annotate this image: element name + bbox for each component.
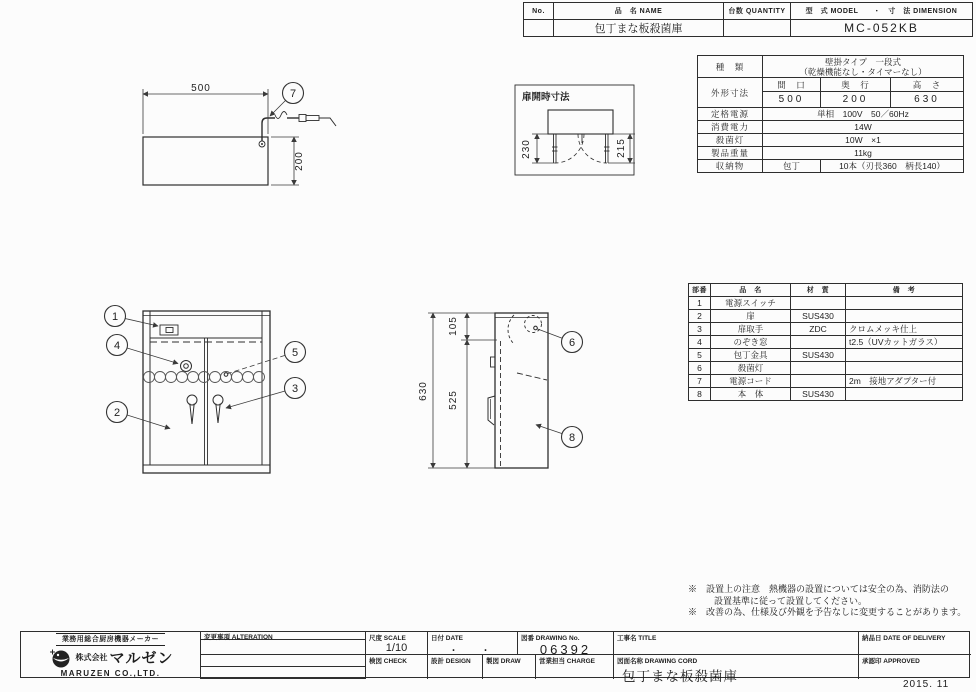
note-line: 設置基準に従って設置してください。 — [714, 595, 868, 606]
part-name: 本 体 — [711, 387, 791, 400]
spec-consumption-label: 消費電力 — [698, 121, 763, 134]
spec-type-line2: （乾燥機能なし・タイマーなし） — [799, 66, 927, 77]
top-view — [143, 112, 336, 186]
drawing-no-cell — [518, 632, 614, 655]
side-view — [488, 313, 548, 468]
header-model-label: 型 式 MODEL ・ 寸 法 DIMENSION — [791, 3, 973, 20]
door-handles — [187, 395, 223, 424]
spec-storage-label: 収納物 — [698, 160, 763, 173]
note-line: ※ 設置上の注意 熱機器の設置については安全の為、消防法の — [688, 584, 949, 594]
approved-cell — [859, 655, 971, 679]
company-logo-cell — [21, 632, 201, 679]
drawing-name-value: 包丁まな板殺菌庫 — [622, 669, 738, 684]
dim-230: 230 — [521, 139, 532, 159]
note-line: ※ 改善の為、仕様及び外観を予告なしに変更することがあります。 — [688, 607, 967, 617]
drawing-no-value: 06392 — [539, 642, 592, 657]
part-name: 扉 — [711, 309, 791, 322]
company-prefix: 株式会社 — [75, 653, 108, 662]
balloon-2 — [107, 402, 171, 429]
approved-label: 承認印 APPROVED — [862, 658, 920, 665]
alteration-row — [201, 640, 366, 655]
installation-notes — [688, 584, 970, 619]
project-title-cell — [614, 632, 859, 655]
scale-value: 1/10 — [385, 642, 408, 654]
spec-power-label: 定格電源 — [698, 108, 763, 121]
draw-cell — [483, 655, 536, 679]
header-no-label: No. — [524, 3, 554, 20]
spec-depth-label: 奥 行 — [821, 78, 891, 92]
header-qty-value — [724, 20, 791, 37]
table-row — [689, 309, 963, 322]
dim-200: 200 — [294, 151, 305, 171]
part-no: 7 — [689, 374, 711, 387]
header-table — [523, 2, 973, 37]
check-label: 検図 CHECK — [369, 658, 407, 665]
svg-text:1: 1 — [111, 310, 119, 323]
date-cell — [428, 632, 518, 655]
spec-height-value: 630 — [891, 92, 964, 108]
part-note: クロムメッキ仕上 — [846, 322, 963, 335]
draw-label: 製図 DRAW — [486, 658, 521, 665]
table-row — [689, 296, 963, 309]
maker-tagline: 業務用総合厨房機器メーカー — [56, 633, 165, 646]
door-open-inset — [515, 85, 634, 175]
company-name: マルゼン — [109, 650, 174, 667]
design-label: 設計 DESIGN — [431, 658, 471, 665]
door-hinge — [491, 357, 496, 367]
header-name-label: 品 名 NAME — [554, 3, 724, 20]
top-view-dimensions — [143, 83, 305, 185]
model-value: MC-052KB — [791, 20, 973, 37]
spec-type-label: 種 類 — [698, 56, 763, 78]
part-material — [791, 374, 846, 387]
door-open-dimensions — [521, 134, 635, 163]
part-note — [846, 387, 963, 400]
balloon-6 — [534, 326, 583, 352]
spec-weight-label: 製品重量 — [698, 147, 763, 160]
balloon-7 — [270, 83, 304, 117]
spec-width-label: 間 口 — [763, 78, 821, 92]
spec-table — [697, 55, 964, 173]
spec-lamp-label: 殺菌灯 — [698, 134, 763, 147]
part-name: 電源スイッチ — [711, 296, 791, 309]
spec-weight-value: 11kg — [763, 147, 964, 160]
svg-text:6: 6 — [568, 336, 576, 349]
side-view-dimensions — [418, 313, 497, 468]
part-material: SUS430 — [791, 348, 846, 361]
alteration-row — [201, 667, 366, 679]
issue-date: 2015. 11 — [903, 679, 950, 690]
svg-text:8: 8 — [568, 431, 576, 444]
spec-lamp-value: 10W ×1 — [763, 134, 964, 147]
svg-text:5: 5 — [291, 346, 299, 359]
drawing-name-label: 図面名称 DRAWING CORD — [617, 658, 698, 665]
table-row — [689, 361, 963, 374]
part-material: SUS430 — [791, 387, 846, 400]
check-cell — [366, 655, 428, 679]
dim-630: 630 — [418, 381, 429, 401]
part-no: 4 — [689, 335, 711, 348]
balloon-4 — [107, 335, 179, 364]
project-title-label: 工事名 TITLE — [617, 635, 657, 642]
table-row — [689, 387, 963, 400]
balloon-8 — [536, 425, 583, 448]
spec-width-value: 500 — [763, 92, 821, 108]
knife-holder-chain — [144, 372, 265, 383]
part-name: 殺菌灯 — [711, 361, 791, 374]
part-note: 2m 接地アダプター付 — [846, 374, 963, 387]
date-value: ・ ・ — [448, 646, 497, 657]
delivery-date-cell — [859, 632, 971, 655]
dim-525: 525 — [448, 390, 459, 410]
table-row — [689, 322, 963, 335]
svg-text:4: 4 — [113, 339, 121, 352]
table-row — [689, 335, 963, 348]
spec-height-label: 高 さ — [891, 78, 964, 92]
svg-text:7: 7 — [289, 87, 297, 100]
part-note — [846, 348, 963, 361]
part-material — [791, 296, 846, 309]
spec-storage-value: 10本（刃長360 柄長140） — [821, 160, 964, 173]
uv-lamp — [525, 316, 542, 333]
drawing-name-cell — [614, 655, 859, 684]
part-name: 電源コード — [711, 374, 791, 387]
product-name-value: 包丁まな板殺菌庫 — [554, 20, 724, 37]
design-cell — [428, 655, 483, 679]
parts-no-label: 部番 — [689, 284, 711, 297]
parts-note-label: 備 考 — [846, 284, 963, 297]
drawing-no-label: 図番 DRAWING No. — [521, 635, 580, 642]
svg-text:3: 3 — [291, 382, 299, 395]
spec-consumption-value: 14W — [763, 121, 964, 134]
header-no-value — [524, 20, 554, 37]
header-qty-label: 台数 QUANTITY — [724, 3, 791, 20]
door-open-title: 扉開時寸法 — [522, 92, 570, 103]
part-no: 5 — [689, 348, 711, 361]
part-note — [846, 309, 963, 322]
power-switch — [160, 325, 178, 335]
company-name-en: MARUZEN CO.,LTD. — [60, 669, 161, 678]
spec-dims-label: 外形寸法 — [698, 78, 763, 108]
balloon-5 — [224, 342, 305, 377]
company-logo-row — [47, 647, 173, 668]
charge-cell — [536, 655, 614, 679]
part-material: SUS430 — [791, 309, 846, 322]
part-material — [791, 335, 846, 348]
alteration-label: 変更事項 ALTERATION — [204, 634, 273, 641]
parts-table — [688, 283, 963, 401]
table-row — [689, 348, 963, 361]
part-name: 扉取手 — [711, 322, 791, 335]
parts-name-label: 品 名 — [711, 284, 791, 297]
dim-105: 105 — [448, 316, 459, 336]
parts-material-label: 材 質 — [791, 284, 846, 297]
alteration-row — [201, 655, 366, 667]
part-material: ZDC — [791, 322, 846, 335]
dim-215: 215 — [616, 138, 627, 158]
part-material — [791, 361, 846, 374]
delivery-date-label: 納品日 DATE OF DELIVERY — [862, 635, 946, 642]
date-label: 日付 DATE — [431, 635, 464, 642]
alteration-header — [201, 632, 366, 640]
spec-type-line1: 壁掛タイプ 一段式 — [824, 56, 902, 67]
part-no: 3 — [689, 322, 711, 335]
dim-500: 500 — [191, 83, 211, 94]
spec-depth-value: 200 — [821, 92, 891, 108]
part-note — [846, 361, 963, 374]
spec-power-value: 単相 100V 50／60Hz — [763, 108, 964, 121]
power-cord — [262, 112, 336, 142]
maruzen-logo-icon — [47, 648, 73, 668]
part-note — [846, 296, 963, 309]
part-name: 包丁金具 — [711, 348, 791, 361]
part-no: 8 — [689, 387, 711, 400]
part-note: t2.5（UVカットガラス） — [846, 335, 963, 348]
table-row — [689, 374, 963, 387]
peek-window — [181, 361, 192, 372]
spec-storage-item: 包丁 — [763, 160, 821, 173]
charge-label: 営業担当 CHARGE — [539, 658, 595, 665]
scale-label: 尺度 SCALE — [369, 635, 406, 642]
handle-side — [488, 396, 495, 425]
front-view — [143, 311, 270, 473]
part-no: 2 — [689, 309, 711, 322]
title-block — [20, 631, 970, 684]
scale-cell — [366, 632, 428, 655]
part-name: のぞき窓 — [711, 335, 791, 348]
part-no: 6 — [689, 361, 711, 374]
spec-type-value — [763, 56, 964, 78]
svg-text:2: 2 — [113, 406, 121, 419]
part-no: 1 — [689, 296, 711, 309]
